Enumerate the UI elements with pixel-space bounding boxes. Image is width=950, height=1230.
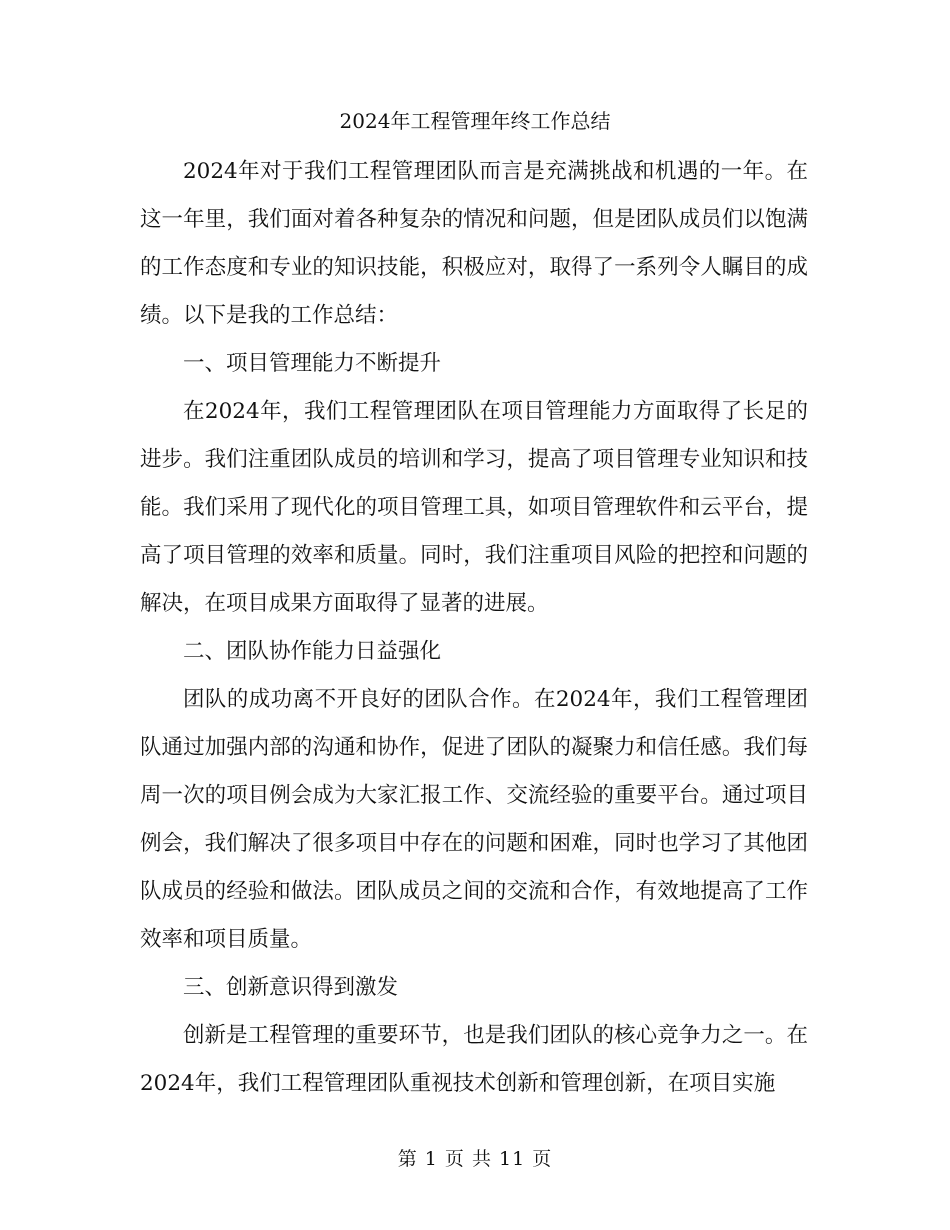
section-body-1: 在2024年，我们工程管理团队在项目管理能力方面取得了长足的进步。我们注重团队成员的培训和学习，提高了项目管理专业知识和技能。我们采用了现代化的项目管理工具，如项目管理软件和云平台，提高了项目管理的效率和质量。同时，我们注重项目风险的把控和问题的解决，在项目成果方面取得了显著的进展。	[140, 399, 808, 616]
section-heading-3: 三、创新意识得到激发	[183, 975, 399, 1000]
section-heading-1: 一、项目管理能力不断提升	[183, 351, 442, 376]
section-body-3: 创新是工程管理的重要环节，也是我们团队的核心竞争力之一。在2024年，我们工程管理团队重视技术创新和管理创新，在项目实施	[140, 1023, 808, 1096]
intro-paragraph: 2024年对于我们工程管理团队而言是充满挑战和机遇的一年。在这一年里，我们面对着各种复杂的情况和问题，但是团队成员们以饱满的工作态度和专业的知识技能，积极应对，取得了一系列令人瞩目的成绩。以下是我的工作总结：	[140, 159, 808, 328]
page-footer: 第 1 页 共 11 页	[397, 1148, 553, 1170]
document-title: 2024年工程管理年终工作总结	[339, 109, 611, 133]
document-body	[140, 148, 808, 1108]
section-body-2: 团队的成功离不开良好的团队合作。在2024年，我们工程管理团队通过加强内部的沟通和协作，促进了团队的凝聚力和信任感。我们每周一次的项目例会成为大家汇报工作、交流经验的重要平台。通过项目例会，我们解决了很多项目中存在的问题和困难，同时也学习了其他团队成员的经验和做法。团队成员之间的交流和合作，有效地提高了工作效率和项目质量。	[140, 687, 808, 952]
section-heading-2: 二、团队协作能力日益强化	[183, 639, 442, 664]
